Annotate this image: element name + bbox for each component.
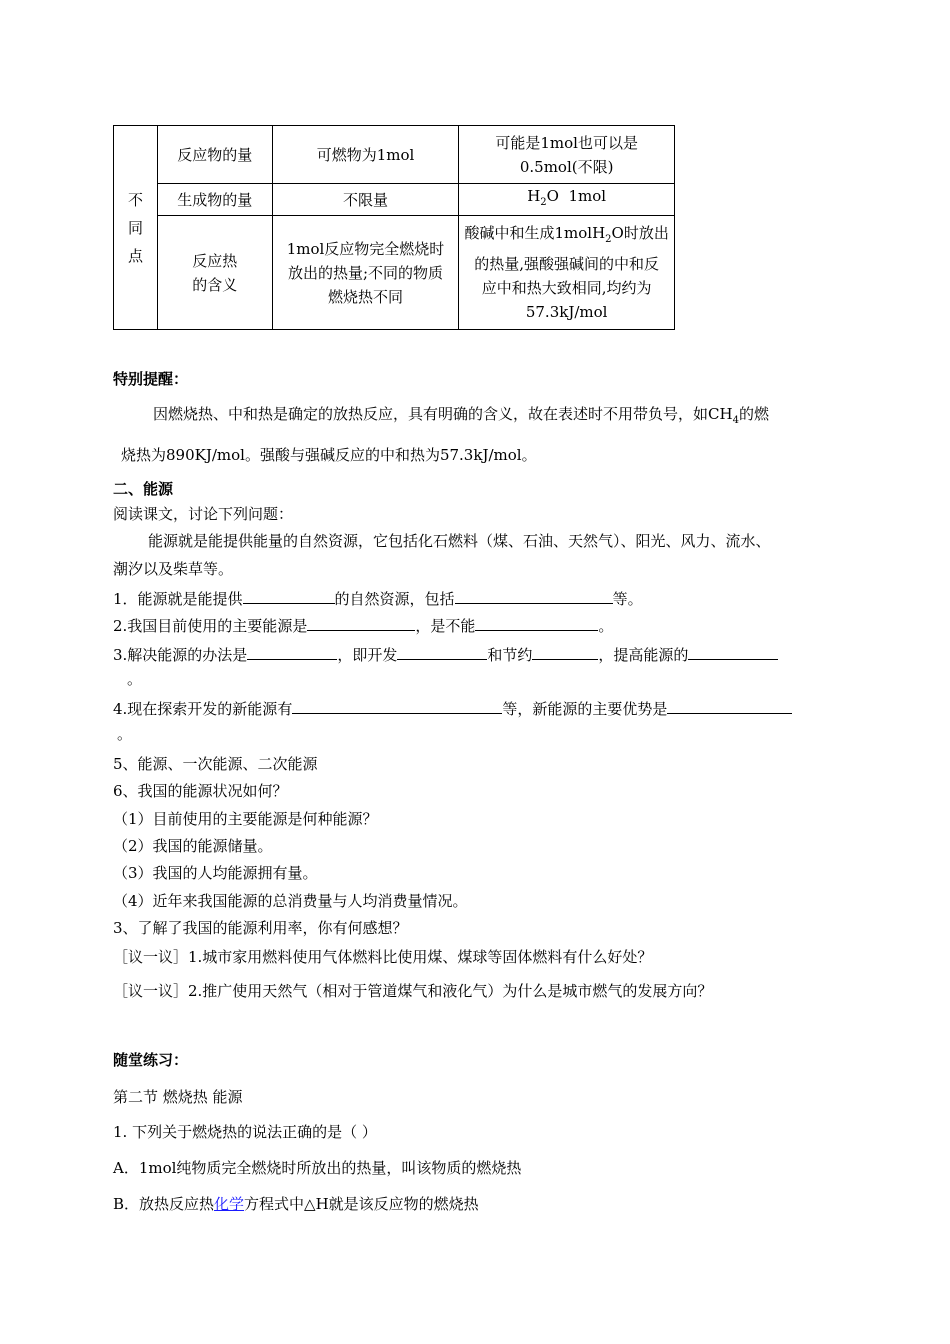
comparison-table [113,125,675,330]
question-6: 6、我国的能源状况如何？ [113,782,288,800]
neutral-cell [459,216,675,330]
row-label-cell [157,184,272,216]
answer-blank[interactable] [247,643,337,660]
question-6-1: （1）目前使用的主要能源是何种能源？ [113,810,378,828]
neutral-value-pre: H [527,187,541,205]
q3-text-a: 3.解决能源的办法是 [113,646,248,664]
table-row [114,184,675,216]
question-3 [113,643,778,665]
question-5: 5、能源、一次能源、二次能源 [113,755,318,773]
q2-text-b: ，是不能 [415,617,476,635]
neutral-value-l1a: 酸碱中和生成1molH [464,224,606,242]
neutral-value-rest: 的热量,强酸强碱间的中和反 应中和热大致相同,均约为 57.3kJ/mol [474,255,660,321]
table-row [114,216,675,330]
combustion-value: 不限量 [342,190,388,209]
note-line2: 烧热为890KJ/mol。强酸与强碱反应的中和热为57.3kJ/mol。 [121,446,537,464]
question-1 [113,587,643,609]
answer-blank[interactable] [475,614,598,631]
note-line1-text: 因燃烧热、中和热是确定的放热反应，具有明确的含义，故在表述时不用带负号，如CH [153,405,733,423]
row-label-cell [157,216,272,330]
answer-blank[interactable] [455,587,613,604]
note-line1 [153,403,769,426]
question-2 [113,614,613,636]
row-label: 反应热 的含义 [192,251,238,294]
q1-text-b: 的自然资源，包括 [334,590,455,608]
question-6-4: （4）近年来我国能源的总消费量与人均消费量情况。 [113,892,468,910]
q4-text-a: 4.现在探索开发的新能源有 [113,700,293,718]
row-label-cell [157,126,272,184]
neutral-cell [459,126,675,184]
option-b-text-post: 方程式中△H就是该反应物的燃烧热 [244,1195,479,1213]
answer-blank[interactable] [532,643,598,660]
q2-text-c: 。 [598,617,614,635]
combustion-cell [272,216,459,330]
section2-intro: 阅读课文，讨论下列问题： [113,505,294,523]
combustion-value: 1mol反应物完全燃烧时 放出的热量;不同的物质 燃烧热不同 [286,239,445,306]
neutral-cell [459,184,675,216]
combustion-cell [272,126,459,184]
q3-end: 。 [127,670,143,688]
q2-text-a: 2.我国目前使用的主要能源是 [113,617,308,635]
practice-question-1: 1. 下列关于燃烧热的说法正确的是（ ） [113,1123,377,1141]
q3-text-d: ，提高能源的 [598,646,689,664]
q4-end: 。 [117,725,133,743]
answer-blank[interactable] [688,643,778,660]
question-4 [113,697,792,719]
q1-text-a: 1．能源就是能提供 [113,590,243,608]
q3-text-c: 和节约 [487,646,533,664]
table-row [114,126,675,184]
q3-text-b: ，即开发 [337,646,398,664]
practice-section-title: 第二节 燃烧热 能源 [113,1088,243,1106]
discussion-1: ［议一议］1.城市家用燃料使用气体燃料比使用煤、煤球等固体燃料有什么好处？ [113,948,653,966]
neutral-value-sub: 2 [540,197,547,208]
note-line1-sub: 4 [732,415,739,426]
chemistry-link[interactable]: 化学 [214,1195,245,1213]
answer-blank[interactable] [307,614,415,631]
neutral-value-post: O 1mol [546,187,607,205]
answer-blank[interactable] [243,587,335,604]
answer-blank[interactable] [667,697,792,714]
row-label: 生成物的量 [177,190,253,209]
row-label: 反应物的量 [177,145,253,164]
group-label-cell [114,126,158,330]
note-heading: 特别提醒： [113,370,189,388]
note-line1-end: 的燃 [738,405,769,423]
answer-blank[interactable] [292,697,502,714]
answer-blank[interactable] [397,643,487,660]
group-label: 不 同 点 [127,190,143,265]
question-7: 3、了解了我国的能源利用率，你有何感想？ [113,919,408,937]
section2-heading: 二、能源 [113,480,174,498]
practice-option-a: A．1mol纯物质完全燃烧时所放出的热量，叫该物质的燃烧热 [113,1159,522,1177]
section2-para2: 潮汐以及柴草等。 [113,560,234,578]
question-6-3: （3）我国的人均能源拥有量。 [113,864,318,882]
neutral-value-l1sub: 2 [605,234,612,245]
q4-text-b: 等，新能源的主要优势是 [502,700,668,718]
section2-para1: 能源就是能提供能量的自然资源，它包括化石燃料（煤、石油、天然气）、阳光、风力、流水、 [148,532,771,550]
option-b-text-pre: B．放热反应热 [113,1195,215,1213]
neutral-value-l1b: O时放出 [611,224,669,242]
combustion-value: 可燃物为1mol [316,145,415,164]
combustion-cell [272,184,459,216]
practice-heading: 随堂练习： [113,1051,189,1069]
practice-option-b [113,1193,479,1214]
discussion-2: ［议一议］2.推广使用天然气（相对于管道煤气和液化气）为什么是城市燃气的发展方向？ [113,982,713,1000]
q1-text-c: 等。 [612,590,643,608]
question-6-2: （2）我国的能源储量。 [113,837,273,855]
neutral-value: 可能是1mol也可以是 0.5mol(不限) [495,133,638,176]
